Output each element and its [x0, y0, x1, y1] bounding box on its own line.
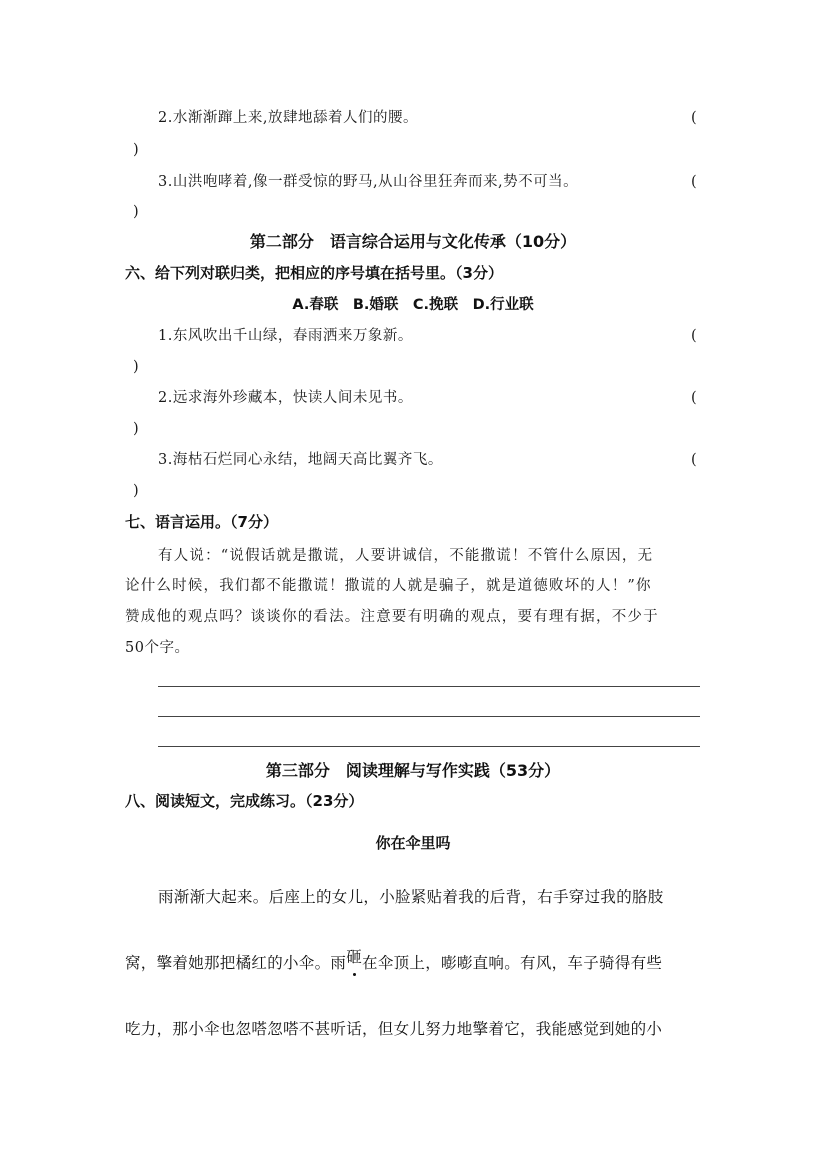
answer-paren-close: ) [133, 421, 139, 437]
answer-line[interactable] [158, 686, 700, 687]
answer-paren-open[interactable]: ( [691, 390, 697, 406]
emphasized-character: 砸 [346, 948, 363, 966]
couplet-options: A.春联 B.婚联 C.挽联 D.行业联 [292, 297, 534, 313]
passage-text: 雨渐渐大起来。后座上的女儿，小脸紧贴着我的后背，右手穿过我的胳肢 [158, 888, 664, 906]
answer-line[interactable] [158, 716, 700, 717]
answer-paren-close: ) [133, 483, 139, 499]
passage-line [125, 1019, 662, 1039]
section-heading-part2: 第二部分 语言综合运用与文化传承（10分） [249, 232, 577, 251]
question-item: 1.东风吹出千山绿，春雨洒来万象新。 [158, 328, 413, 344]
passage-line [158, 887, 664, 907]
prompt-line: 50个字。 [125, 640, 190, 656]
prompt-line: 有人说：“说假话就是撒谎，人要讲诚信，不能撒谎！不管什么原因，无 [158, 548, 654, 564]
question-title-7: 七、语言运用。（7分） [125, 513, 278, 531]
answer-paren-close: ) [133, 204, 139, 220]
question-item: 2.水渐渐蹿上来,放肆地舔着人们的腰。 [158, 110, 418, 126]
answer-paren-open[interactable]: ( [691, 110, 697, 126]
question-item: 3.山洪咆哮着,像一群受惊的野马,从山谷里狂奔而来,势不可当。 [158, 174, 579, 190]
answer-line[interactable] [158, 746, 700, 747]
passage-text: 窝，擎着她那把橘红的小伞。雨 [125, 954, 347, 972]
passage-line [125, 948, 663, 973]
answer-paren-open[interactable]: ( [691, 452, 697, 468]
question-item: 2.远求海外珍藏本，快读人间未见书。 [158, 390, 413, 406]
question-title-6: 六、给下列对联归类，把相应的序号填在括号里。（3分） [125, 264, 503, 282]
answer-paren-close: ) [133, 142, 139, 158]
prompt-line: 赞成他的观点吗？谈谈你的看法。注意要有明确的观点，要有理有据，不少于 [125, 609, 659, 625]
answer-paren-open[interactable]: ( [691, 174, 697, 190]
question-item: 3.海枯石烂同心永结，地阔天高比翼齐飞。 [158, 452, 443, 468]
prompt-line: 论什么时候，我们都不能撒谎！撒谎的人就是骗子，就是道德败坏的人！”你 [125, 578, 652, 594]
answer-paren-open[interactable]: ( [691, 328, 697, 344]
section-heading-part3: 第三部分 阅读理解与写作实践（53分） [265, 761, 561, 780]
question-title-8: 八、阅读短文，完成练习。（23分） [125, 792, 364, 810]
answer-paren-close: ) [133, 359, 139, 375]
passage-text: 吃力，那小伞也忽嗒忽嗒不甚听话，但女儿努力地擎着它，我能感觉到她的小 [125, 1020, 663, 1038]
passage-title: 你在伞里吗 [375, 834, 451, 852]
passage-text: 在伞顶上，嘭嘭直响。有风，车子骑得有些 [362, 954, 663, 972]
